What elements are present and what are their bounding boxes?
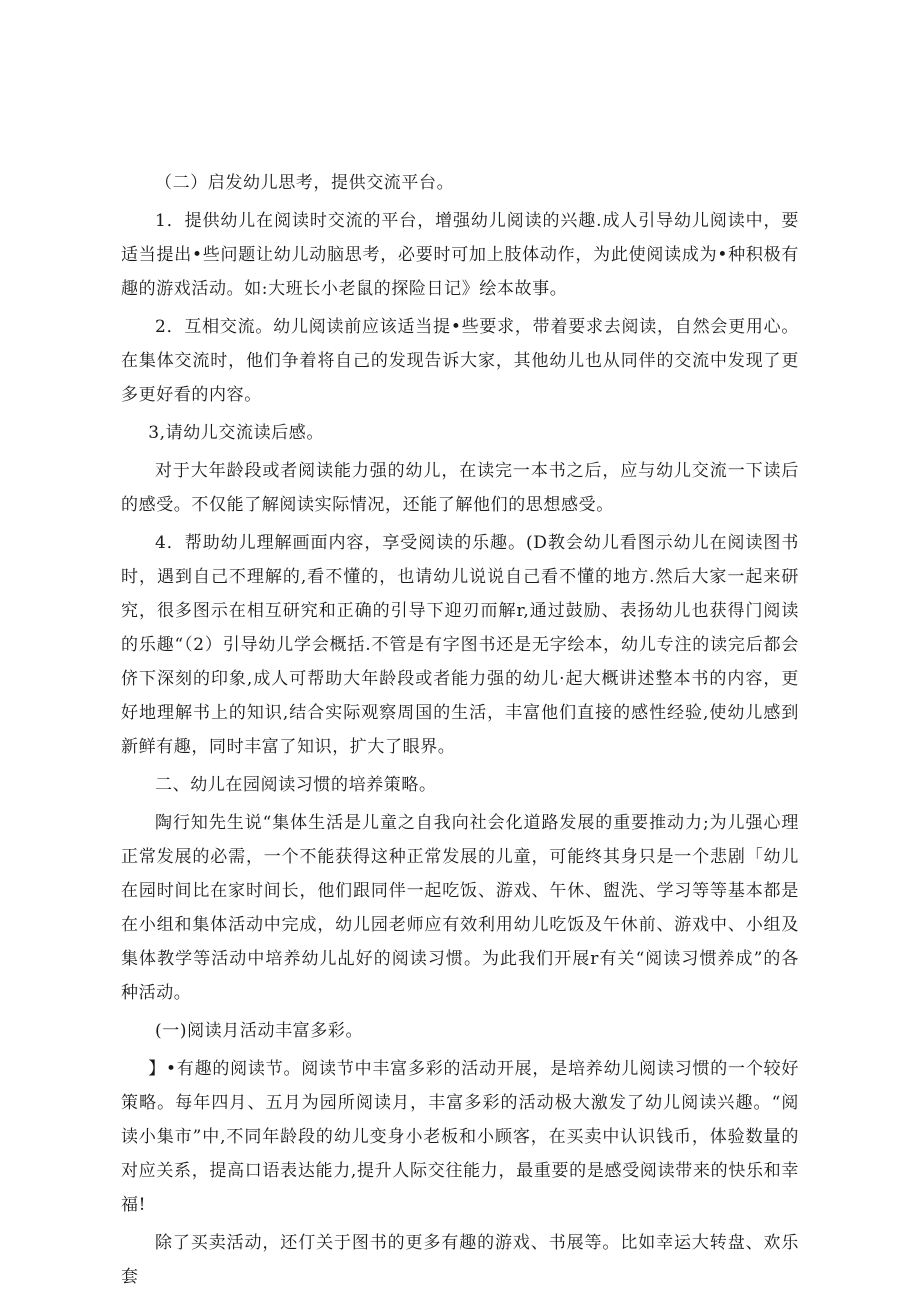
paragraph-understand-pictures: 4．帮助幼儿理解画面内容，享受阅读的乐趣。(D教会幼儿看图示幼儿在阅读图书时，遇到自己不理解的,看不懂的，也请幼儿说说自己看不懂的地方.然后大家一起来研究，很多图示在相互研究和正确的引导下迎刃而解r,通过鼓励、表扬幼儿也获得门阅读的乐趣“（2）引导幼儿学会概括.不管是有字图书还是无字绘本，幼儿专注的读完后都会侪下深刻的印象,成人可帮助大年龄段或者能力强的幼儿·起大概讲述整本书的内容，更好地理解书上的知识,结合实际观察周国的生活，丰富他们直接的感性经验,使幼儿感到新鲜有趣，同时丰富了知识，扩大了眼界。 [121, 533, 799, 757]
paragraph-exchange-platform: 1．提供幼儿在阅读时交流的平台，增强幼儿阅读的兴趣.成人引导幼儿阅读中，要适当提出•些问题让幼儿动脑思考，必要时可加上肢体动作，为此使阅读成为•种积极有趣的游戏活动。如:大班长小老鼠的探险日记》绘本故事。 [121, 211, 799, 299]
section-heading-reading-month: (一)阅读月活动丰富多彩。 [155, 1021, 364, 1041]
paragraph-other-activities: 除了买卖活动，还仃关于图书的更多有趣的游戏、书展等。比如幸运大转盘、欢乐套 [121, 1233, 799, 1287]
paragraph-older-children: 对于大年龄段或者阅读能力强的幼儿，在读完一本书之后，应与幼儿交流一下读后的感受。不仅能了解阅读实际情况，还能了解他们的思想感受。 [121, 461, 799, 515]
document-body [121, 166, 799, 1298]
section-heading-habit-strategies: 二、幼儿在园阅读习惯的培养策略。 [155, 775, 437, 795]
paragraph-mutual-exchange: 2．互相交流。幼儿阅读前应该适当提•些要求，带着要求去阅读，自然会更用心。在集体交流时，他们争着将自己的发现告诉大家，其他幼儿也从同伴的交流中发现了更多更好看的内容。 [121, 317, 799, 405]
paragraph-reading-festival: 】•有趣的阅读节。阅读节中丰富多彩的活动开展，是培养幼儿阅读习惯的一个较好策略。每年四月、五月为园所阅读月，丰富多彩的活动极大激发了幼儿阅读兴趣。“阅读小集市”中,不同年龄段的幼儿变身小老板和小顾客，在买卖中认识钱币，体验数量的对应关系，提高口语表达能力,提升人际交往能力，最重要的是感受阅读带来的快乐和幸福! [121, 1059, 799, 1215]
section-heading-inspire-thinking: （二）启发幼儿思考，提供交流平台。 [155, 173, 455, 193]
paragraph-share-reflections: 3,请幼儿交流读后感。 [148, 423, 325, 443]
paragraph-tao-xingzhi-quote: 陶行知先生说“集体生活是儿童之自我向社会化道路发展的重要推动力;为儿强心理正常发展的必需，一个不能获得这种正常发展的儿童，可能终其身只是一个悲剧「幼儿在园时间比在家时间长，他们跟同伴一起吃饭、游戏、午休、盥洗、学习等等基本都是在小组和集体活动中完成，幼儿园老师应有效利用幼儿吃饭及午休前、游戏中、小组及集体教学等活动中培养幼儿乩好的阅读习惯。为此我们开展r有关“阅读习惯养成”的各种活动。 [121, 813, 799, 1003]
